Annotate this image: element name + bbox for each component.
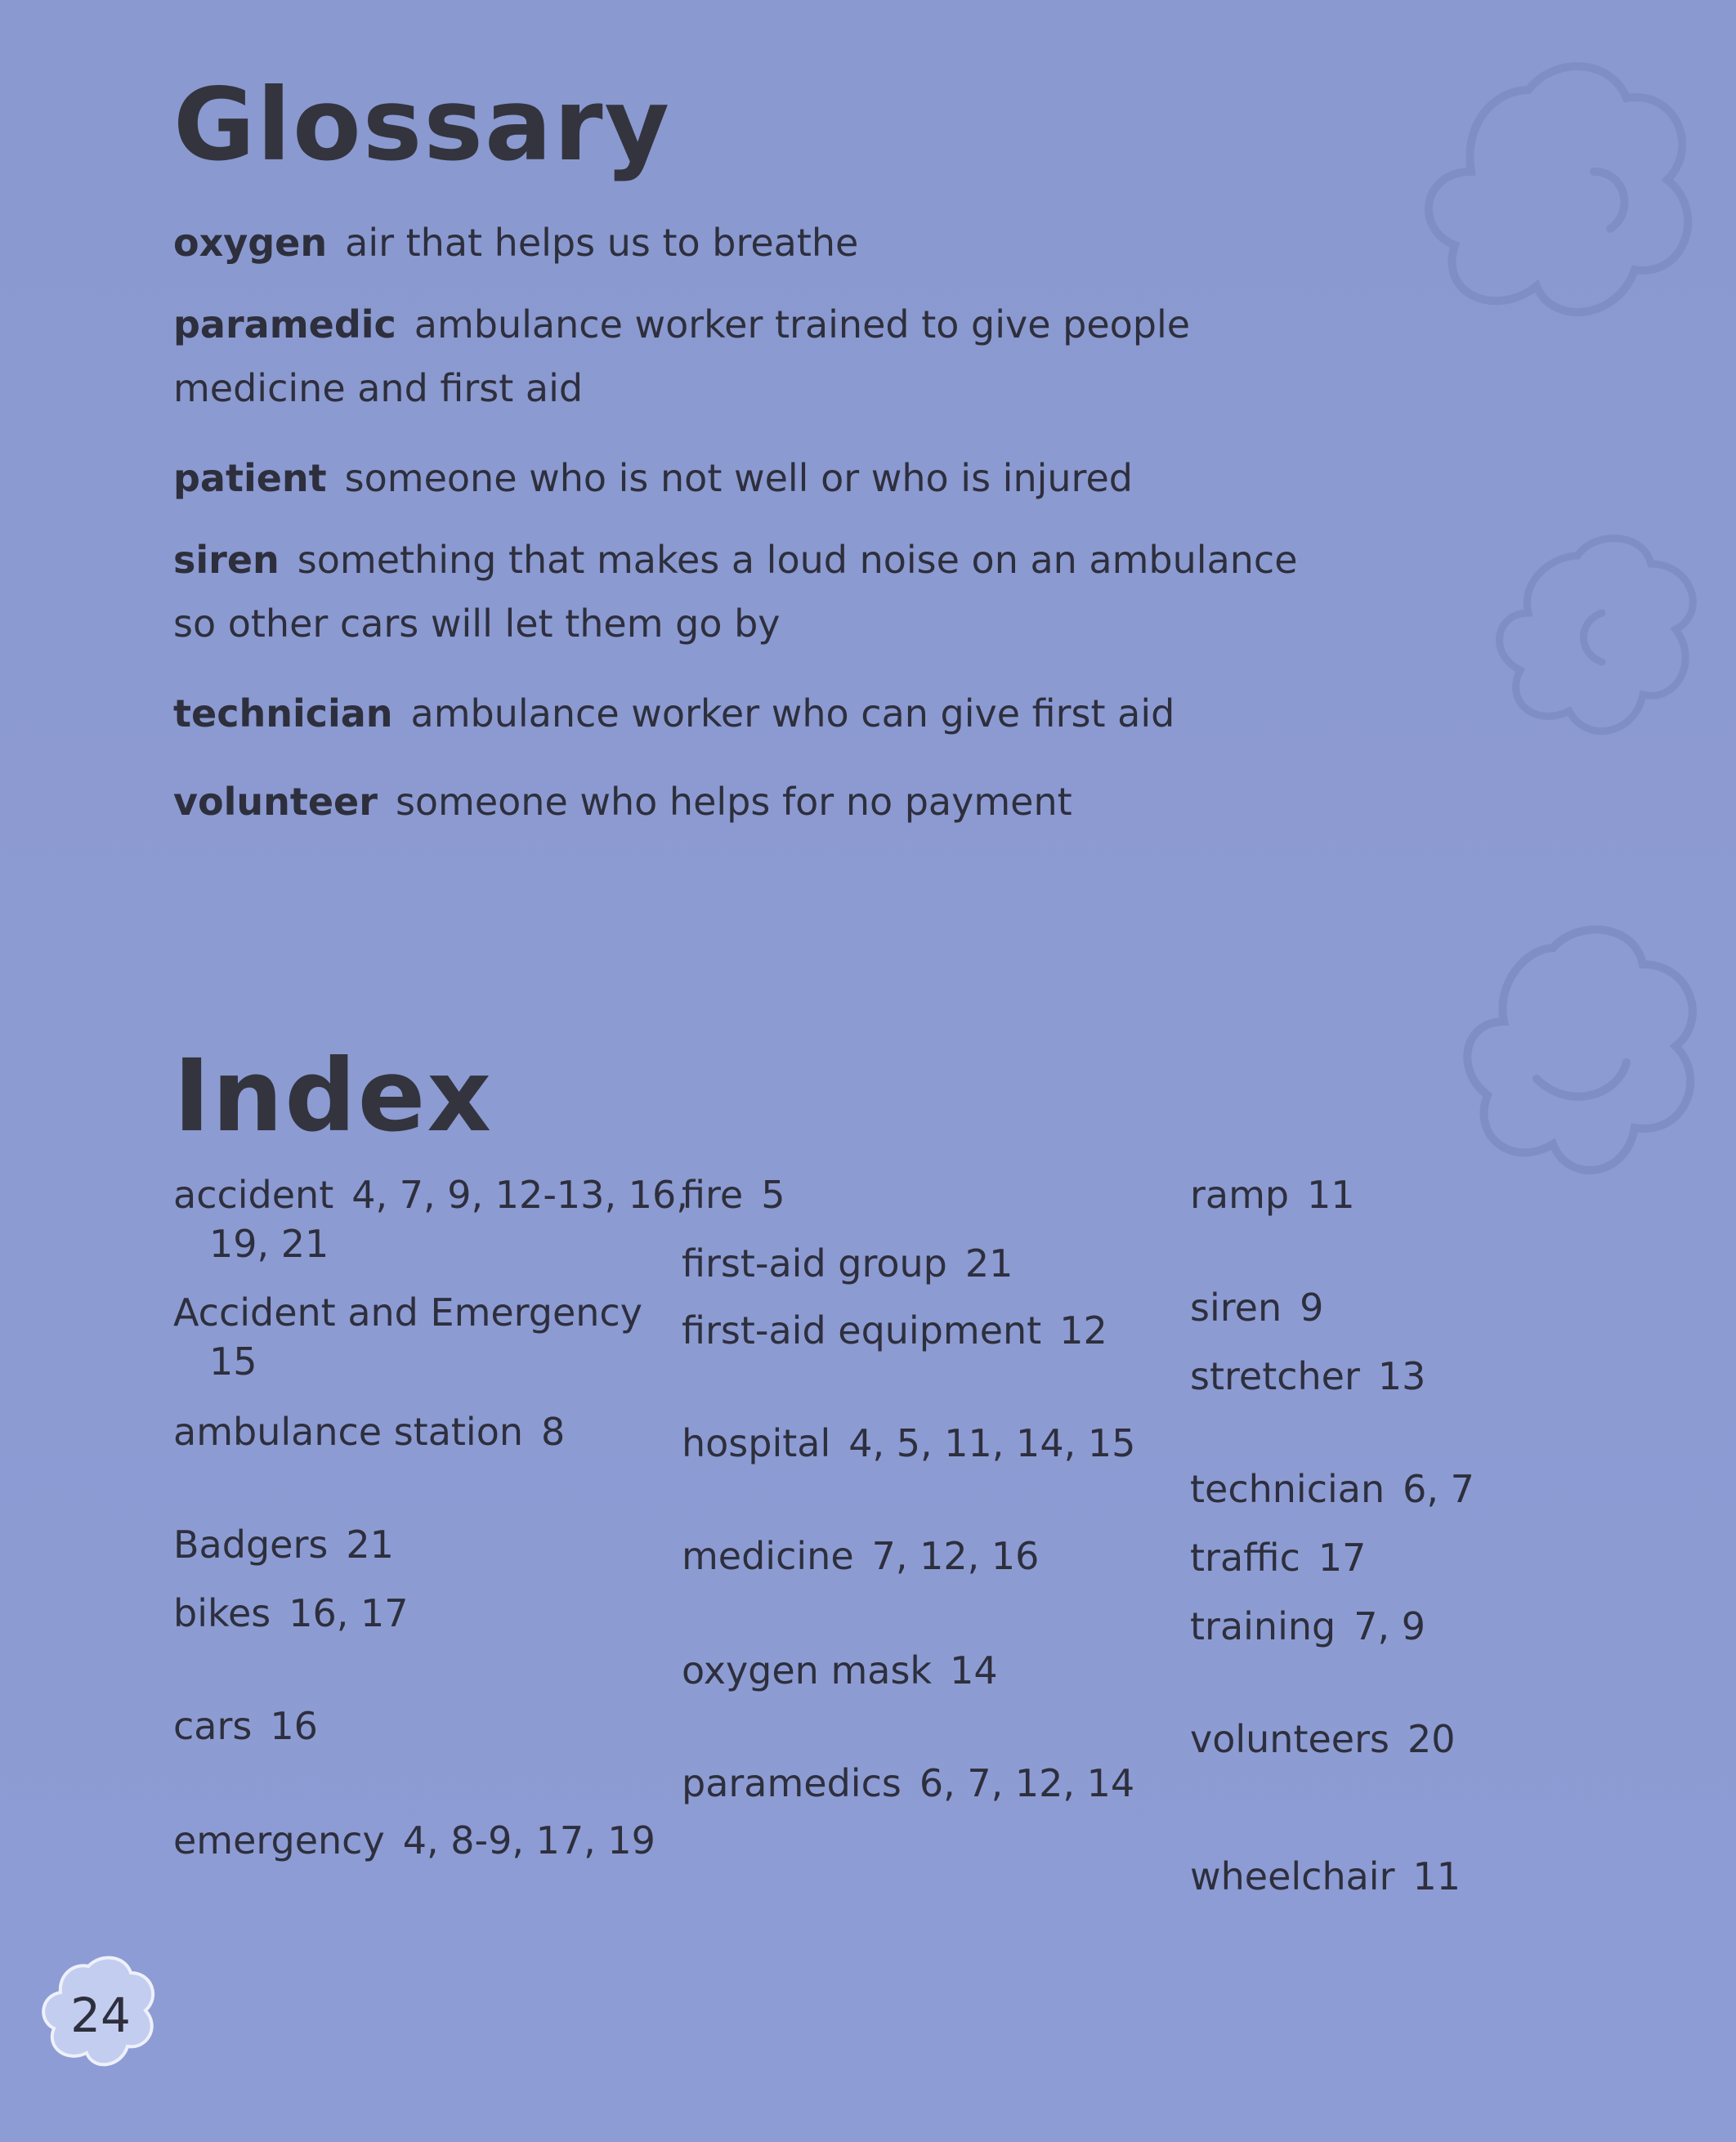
index-pages: 21 bbox=[964, 1241, 1013, 1286]
index-entry bbox=[173, 1288, 642, 1386]
index-entry bbox=[173, 1702, 318, 1751]
glossary-entry bbox=[173, 293, 1190, 420]
index-term: stretcher bbox=[1190, 1354, 1360, 1398]
index-entry bbox=[173, 1520, 394, 1569]
index-pages: 6, 7, 12, 14 bbox=[919, 1761, 1135, 1805]
glossary-definition: air that helps us to breathe bbox=[345, 221, 859, 265]
index-term: training bbox=[1190, 1604, 1336, 1648]
index-term: siren bbox=[1190, 1286, 1282, 1330]
index-entry bbox=[1190, 1170, 1355, 1219]
index-entry bbox=[1190, 1852, 1461, 1901]
glossary-definition: ambulance worker trained to give people bbox=[414, 302, 1191, 347]
index-term: technician bbox=[1190, 1467, 1385, 1511]
index-term: Badgers bbox=[173, 1523, 329, 1567]
glossary-entry bbox=[173, 211, 858, 275]
index-pages: 4, 7, 9, 12-13, 16, bbox=[351, 1173, 688, 1217]
index-entry bbox=[682, 1532, 1039, 1581]
index-entry bbox=[173, 1816, 655, 1865]
index-pages: 14 bbox=[950, 1648, 998, 1693]
index-term: first-aid equipment bbox=[682, 1308, 1042, 1353]
index-term: bikes bbox=[173, 1591, 271, 1635]
glossary-definition: someone who is not well or who is injured bbox=[344, 456, 1133, 500]
index-entry bbox=[682, 1759, 1134, 1808]
glossary-term: volunteer bbox=[173, 780, 378, 824]
glossary-term: patient bbox=[173, 456, 327, 500]
index-pages-continued: 15 bbox=[209, 1339, 257, 1384]
flower-outline-icon bbox=[1447, 915, 1716, 1193]
index-term: volunteers bbox=[1190, 1717, 1389, 1761]
index-entry bbox=[682, 1239, 1013, 1288]
glossary-title: Glossary bbox=[173, 67, 672, 183]
index-pages: 11 bbox=[1307, 1173, 1355, 1217]
glossary-definition: someone who helps for no payment bbox=[395, 780, 1072, 824]
glossary-term: technician bbox=[173, 691, 393, 736]
index-term: paramedics bbox=[682, 1761, 902, 1805]
page-number: 24 bbox=[70, 1988, 131, 2043]
index-pages: 9 bbox=[1300, 1286, 1324, 1330]
index-entry bbox=[682, 1306, 1107, 1355]
index-entry bbox=[1190, 1283, 1323, 1332]
index-term: oxygen mask bbox=[682, 1648, 933, 1693]
glossary-definition: something that makes a loud noise on an ambulance bbox=[297, 538, 1298, 582]
index-pages: 5 bbox=[761, 1173, 785, 1217]
index-pages: 6, 7 bbox=[1403, 1467, 1474, 1511]
index-entry bbox=[1190, 1715, 1456, 1764]
index-pages: 8 bbox=[541, 1410, 566, 1454]
glossary-definition-continued: medicine and first aid bbox=[173, 366, 584, 410]
index-pages: 20 bbox=[1407, 1717, 1456, 1761]
index-pages: 12 bbox=[1059, 1308, 1107, 1353]
glossary-entry bbox=[173, 446, 1133, 510]
index-term: hospital bbox=[682, 1421, 831, 1465]
index-term: ramp bbox=[1190, 1173, 1290, 1217]
glossary-entry bbox=[173, 528, 1298, 655]
glossary-entry bbox=[173, 770, 1072, 834]
index-pages-continued: 19, 21 bbox=[209, 1222, 329, 1266]
page-number-badge bbox=[39, 1952, 162, 2074]
index-term: first-aid group bbox=[682, 1241, 947, 1286]
index-entry bbox=[682, 1170, 785, 1219]
index-term: wheelchair bbox=[1190, 1854, 1395, 1898]
index-entry bbox=[173, 1407, 565, 1456]
index-pages: 16, 17 bbox=[289, 1591, 409, 1635]
glossary-term: siren bbox=[173, 538, 280, 582]
index-entry bbox=[1190, 1352, 1425, 1401]
index-pages: 17 bbox=[1318, 1536, 1367, 1580]
index-title: Index bbox=[173, 1038, 494, 1154]
flower-outline-icon bbox=[1479, 523, 1716, 760]
index-pages: 7, 12, 16 bbox=[871, 1534, 1040, 1578]
glossary-term: oxygen bbox=[173, 221, 328, 265]
index-pages: 21 bbox=[346, 1523, 394, 1567]
index-term: accident bbox=[173, 1173, 334, 1217]
index-pages: 13 bbox=[1377, 1354, 1426, 1398]
flower-outline-icon bbox=[1406, 49, 1716, 360]
index-entry bbox=[1190, 1602, 1425, 1651]
index-pages: 7, 9 bbox=[1353, 1604, 1425, 1648]
index-pages: 4, 8-9, 17, 19 bbox=[402, 1818, 655, 1863]
glossary-definition: ambulance worker who can give first aid bbox=[410, 691, 1175, 736]
glossary-term: paramedic bbox=[173, 302, 396, 347]
index-term: emergency bbox=[173, 1818, 385, 1863]
index-pages: 16 bbox=[270, 1704, 318, 1748]
index-entry bbox=[682, 1419, 1135, 1468]
index-term: ambulance station bbox=[173, 1410, 523, 1454]
index-entry bbox=[1190, 1465, 1474, 1514]
index-pages: 11 bbox=[1412, 1854, 1461, 1898]
index-term: medicine bbox=[682, 1534, 854, 1578]
index-entry bbox=[1190, 1533, 1366, 1582]
index-term: fire bbox=[682, 1173, 744, 1217]
index-term: Accident and Emergency bbox=[173, 1290, 642, 1335]
index-entry bbox=[173, 1589, 409, 1638]
index-term: traffic bbox=[1190, 1536, 1300, 1580]
index-entry bbox=[682, 1646, 998, 1695]
glossary-entry bbox=[173, 682, 1174, 745]
index-pages: 4, 5, 11, 14, 15 bbox=[848, 1421, 1136, 1465]
index-entry bbox=[173, 1170, 688, 1268]
glossary-definition-continued: so other cars will let them go by bbox=[173, 601, 781, 646]
index-term: cars bbox=[173, 1704, 253, 1748]
